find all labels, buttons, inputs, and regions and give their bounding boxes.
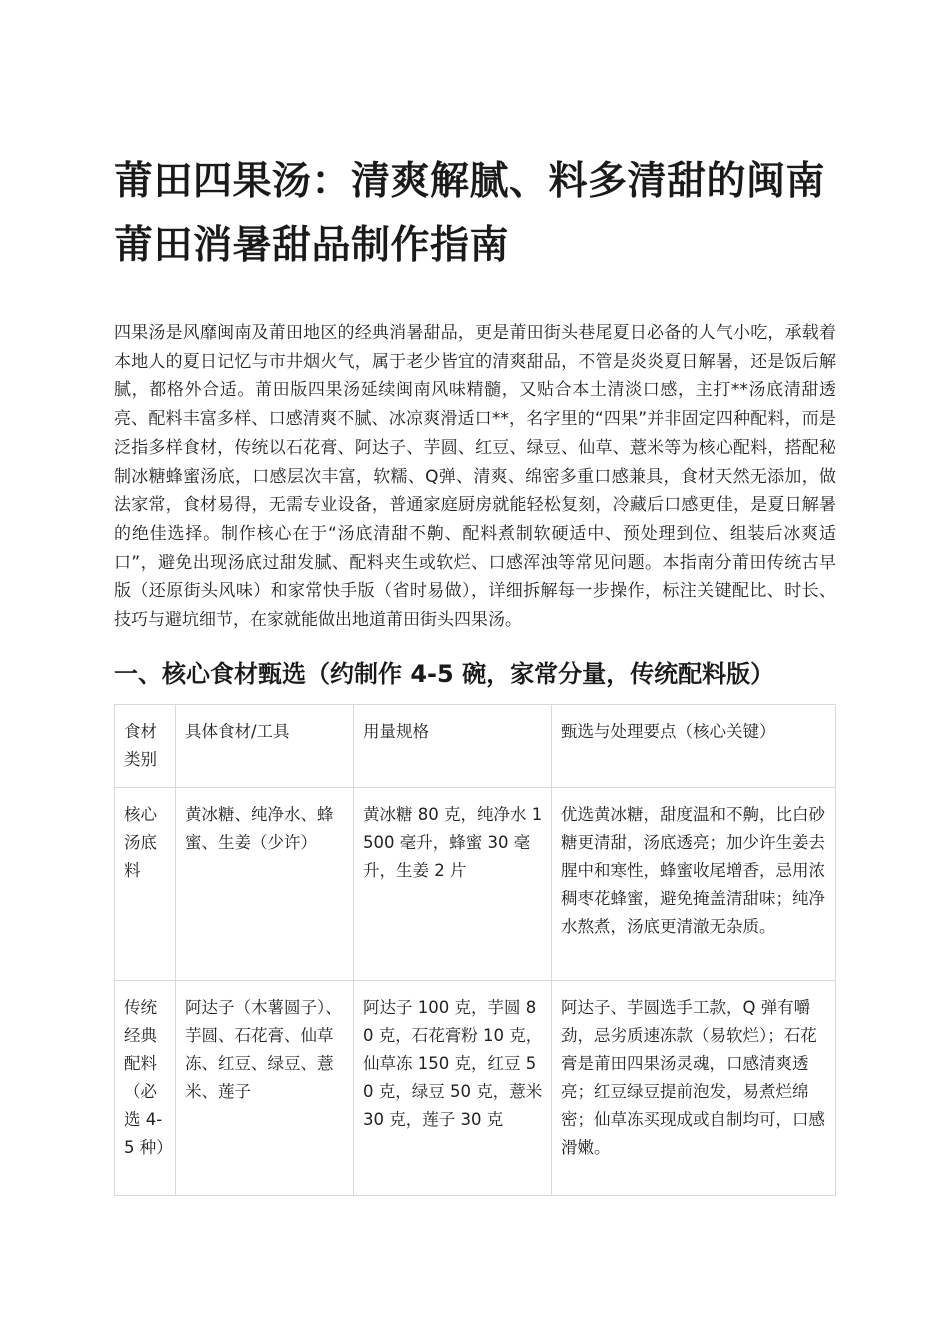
table-row [115,788,836,981]
table-row [115,981,836,1196]
table-header-cell: 具体食材/工具 [176,705,354,788]
amount-cell: 黄冰糖 80 克，纯净水 1500 毫升，蜂蜜 30 毫升，生姜 2 片 [354,788,552,981]
table-header-cell: 食材类别 [115,705,176,788]
items-cell: 阿达子（木薯圆子）、芋圆、石花膏、仙草冻、红豆、绿豆、薏米、莲子 [176,981,354,1196]
amount-cell: 阿达子 100 克，芋圆 80 克，石花膏粉 10 克，仙草冻 150 克，红豆 50 克，绿豆 50 克，薏米 30 克，莲子 30 克 [354,981,552,1196]
intro-paragraph: 四果汤是风靡闽南及莆田地区的经典消暑甜品，更是莆田街头巷尾夏日必备的人气小吃，承载着本地人的夏日记忆与市井烟火气，属于老少皆宜的清爽甜品，不管是炎炎夏日解暑，还是饭后解腻，都格外合适。莆田版四果汤延续闽南风味精髓，又贴合本土清淡口感，主打**汤底清甜透亮、配料丰富多样、口感清爽不腻、冰凉爽滑适口**，名字里的“四果”并非固定四种配料，而是泛指多样食材，传统以石花膏、阿达子、芋圆、红豆、绿豆、仙草、薏米等为核心配料，搭配秘制冰糖蜂蜜汤底，口感层次丰富，软糯、Q弹、清爽、绵密多重口感兼具，食材天然无添加，做法家常，食材易得，无需专业设备，普通家庭厨房就能轻松复刻，冷藏后口感更佳，是夏日解暑的绝佳选择。制作核心在于“汤底清甜不齁、配料煮制软硬适中、预处理到位、组装后冰爽适口”，避免出现汤底过甜发腻、配料夹生或软烂、口感浑浊等常见问题。本指南分莆田传统古早版（还原街头风味）和家常快手版（省时易做），详细拆解每一步操作，标注关键配比、时长、技巧与避坑细节，在家就能做出地道莆田街头四果汤。 [114,323,836,631]
notes-cell: 优选黄冰糖，甜度温和不齁，比白砂糖更清甜，汤底透亮；加少许生姜去腥中和寒性，蜂蜜收尾增香，忌用浓稠枣花蜂蜜，避免掩盖清甜味；纯净水熬煮，汤底更清澈无杂质。 [552,788,836,981]
table-header-row [115,705,836,788]
ingredients-table [114,704,836,1196]
notes-cell: 阿达子、芋圆选手工款，Q 弹有嚼劲，忌劣质速冻款（易软烂）；石花膏是莆田四果汤灵魂，口感清爽透亮；红豆绿豆提前泡发，易煮烂绵密；仙草冻买现成或自制均可，口感滑嫩。 [552,981,836,1196]
table-header-cell: 甄选与处理要点（核心关键） [552,705,836,788]
document-title: 莆田四果汤：清爽解腻、料多清甜的闽南莆田消暑甜品制作指南 [114,159,826,268]
section-heading: 一、核心食材甄选（约制作 4-5 碗，家常分量，传统配料版） [114,660,775,688]
category-cell: 核心汤底料 [115,788,176,981]
items-cell: 黄冰糖、纯净水、蜂蜜、生姜（少许） [176,788,354,981]
table-header-cell: 用量规格 [354,705,552,788]
category-cell: 传统经典配料（必选 4-5 种） [115,981,176,1196]
